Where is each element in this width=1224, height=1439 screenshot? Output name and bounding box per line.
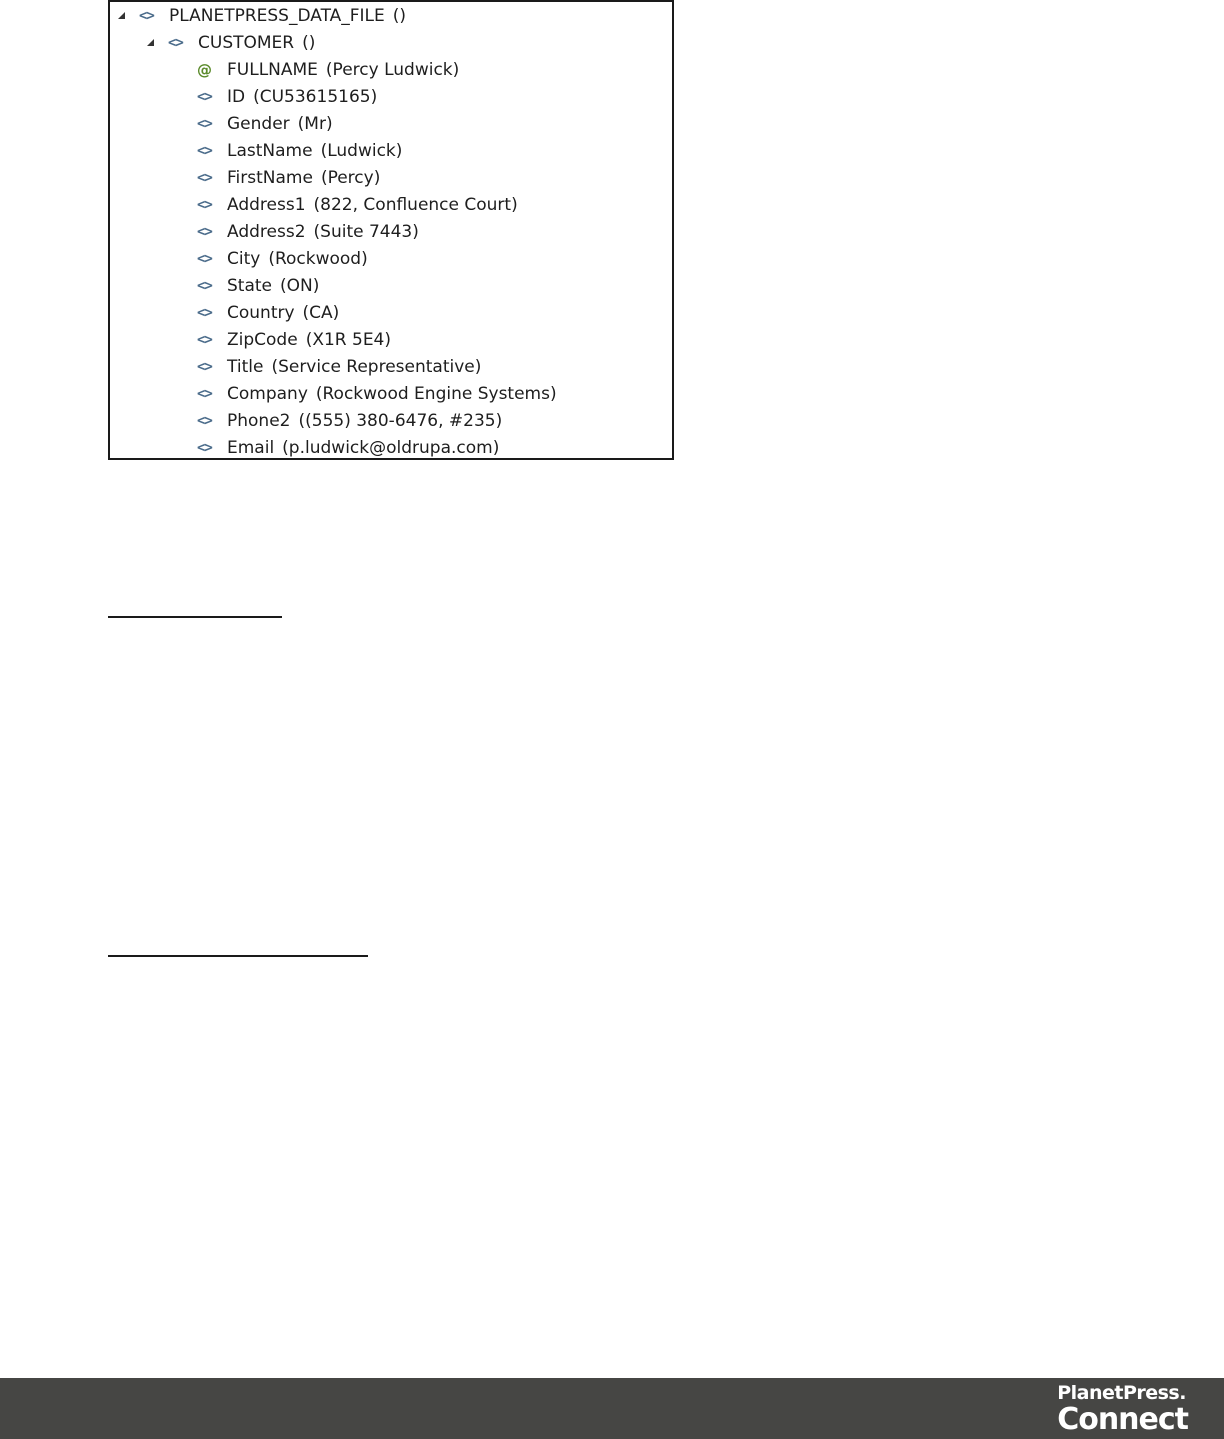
node-name: Title [227,356,264,377]
tree-node-field[interactable] [197,299,339,326]
node-name: ID [227,86,246,107]
node-value: (CA) [302,302,340,323]
tree-node-field[interactable] [197,326,391,353]
element-icon: <> [168,34,183,51]
tree-node-field[interactable] [197,434,499,461]
element-icon: <> [197,196,212,213]
tree-node-field[interactable] [197,353,481,380]
node-name: CUSTOMER [198,32,295,53]
node-name: State [227,275,272,296]
expand-arrow-icon[interactable] [118,12,125,19]
element-icon: <> [197,385,212,402]
node-value: (Mr) [297,113,333,134]
element-icon: <> [197,142,212,159]
expand-arrow-icon[interactable] [147,39,154,46]
data-model-tree [108,0,674,460]
tree-node-field[interactable] [197,245,368,272]
tree-node-field[interactable] [197,137,402,164]
logo-line-2: Connect [1057,1402,1188,1437]
tree-node-customer[interactable] [147,29,315,56]
node-name: Phone2 [227,410,291,431]
node-value: (Rockwood) [268,248,368,269]
heading-underline [108,955,368,957]
tree-node-field[interactable] [197,380,557,407]
node-value: ((555) 380-6476, #235) [298,410,503,431]
element-icon: <> [139,7,154,24]
node-name: PLANETPRESS_DATA_FILE [169,5,385,26]
node-value: (Suite 7443) [313,221,419,242]
element-icon: <> [197,439,212,456]
element-icon: <> [197,304,212,321]
tree-node-root[interactable] [118,2,406,29]
node-name: Address2 [227,221,306,242]
tree-node-field[interactable] [197,191,518,218]
tree-node-field[interactable] [197,272,319,299]
tree-node-field[interactable] [197,407,502,434]
node-name: Company [227,383,308,404]
logo-line-1: PlanetPress. [1057,1382,1186,1404]
node-name: LastName [227,140,313,161]
element-icon: <> [197,88,212,105]
element-icon: <> [197,169,212,186]
element-icon: <> [197,412,212,429]
element-icon: <> [197,250,212,267]
node-name: ZipCode [227,329,298,350]
attribute-icon: @ [197,60,211,79]
footer-bar [0,1378,1224,1439]
node-value: (822, Confluence Court) [313,194,518,215]
tree-node-field[interactable] [197,83,377,110]
node-name: Gender [227,113,290,134]
node-value: (ON) [280,275,320,296]
node-value: (Percy) [320,167,381,188]
node-value: (X1R 5E4) [305,329,392,350]
node-value: (Ludwick) [320,140,403,161]
node-name: Country [227,302,295,323]
node-name: FirstName [227,167,313,188]
node-name: City [227,248,261,269]
node-value: (CU53615165) [253,86,378,107]
element-icon: <> [197,358,212,375]
heading-underline [108,616,282,618]
node-name: Address1 [227,194,306,215]
planetpress-connect-logo [1057,1384,1188,1435]
tree-node-field[interactable] [197,164,380,191]
tree-node-field[interactable] [197,110,333,137]
tree-node-field[interactable] [197,218,419,245]
node-name: FULLNAME [227,59,318,80]
node-value: (p.ludwick@oldrupa.com) [282,437,500,458]
node-value: () [392,5,407,26]
tree-node-field[interactable] [197,56,459,83]
node-value: () [302,32,316,53]
node-value: (Service Representative) [271,356,482,377]
element-icon: <> [197,331,212,348]
node-name: Email [227,437,275,458]
node-value: (Rockwood Engine Systems) [315,383,557,404]
element-icon: <> [197,223,212,240]
element-icon: <> [197,277,212,294]
element-icon: <> [197,115,212,132]
node-value: (Percy Ludwick) [325,59,460,80]
